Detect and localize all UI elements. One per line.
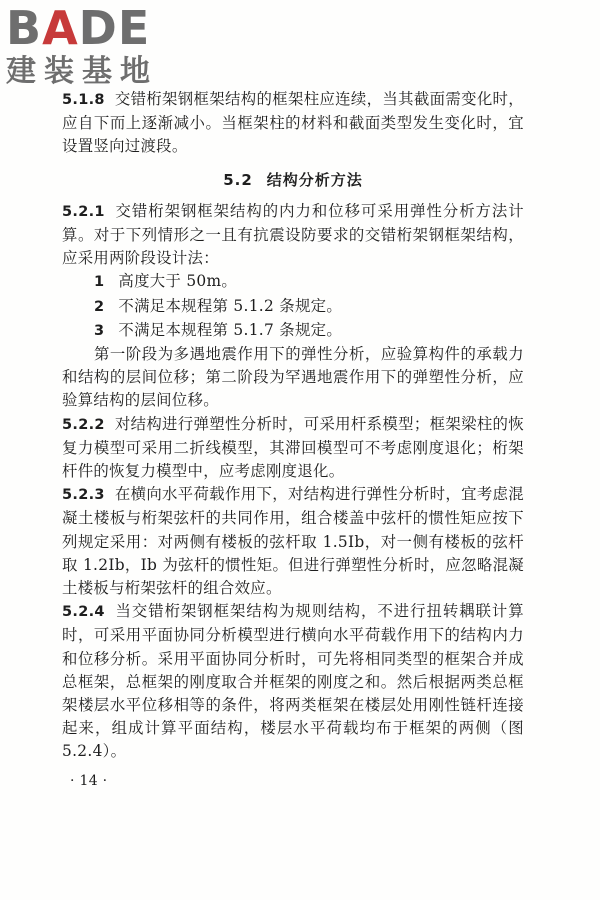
list-item bbox=[62, 319, 524, 343]
clause-number: 5.2.2 bbox=[62, 416, 105, 433]
document-body bbox=[62, 88, 524, 793]
clause-number: 5.2.4 bbox=[62, 604, 105, 621]
list-item-number: 3 bbox=[94, 322, 105, 339]
watermark-subtitle: 建装基地 bbox=[6, 54, 158, 89]
list-item-text: 不满足本规程第 5.1.7 条规定。 bbox=[118, 320, 343, 339]
clause-number: 5.1.8 bbox=[62, 92, 105, 108]
section-title: 结构分析方法 bbox=[266, 170, 363, 189]
page-number: · 14 · bbox=[70, 772, 108, 789]
list-item bbox=[62, 270, 524, 294]
list-item-number: 2 bbox=[94, 298, 105, 315]
list-item-number: 1 bbox=[94, 274, 105, 291]
clause-text: 在横向水平荷载作用下，对结构进行弹性分析时，宜考虑混凝土楼板与桁架弦杆的共同作用，组合楼盖中弦杆的惯性矩应按下列规定采用：对两侧有楼板的弦杆取 1.5Ib，对一侧有楼板的弦杆取 1.2Ib，Ib 为弦杆的惯性矩。但进行弹塑性分析时，应忽略混凝土楼板与桁架弦杆的组合效应。 bbox=[62, 485, 524, 598]
clause-number: 5.2.1 bbox=[62, 203, 105, 220]
list-item bbox=[62, 295, 524, 319]
list-item-text: 高度大于 50m。 bbox=[118, 272, 238, 291]
section-heading bbox=[62, 169, 524, 192]
clause-text: 交错桁架钢框架结构的内力和位移可采用弹性分析方法计算。对于下列情形之一且有抗震设防要求的交错桁架钢框架结构，应采用两阶段设计法： bbox=[62, 201, 524, 268]
clause-5-2-4 bbox=[62, 600, 524, 763]
watermark-logo bbox=[6, 1, 176, 90]
clause-number: 5.2.3 bbox=[62, 487, 105, 504]
list-item-text: 不满足本规程第 5.1.2 条规定。 bbox=[118, 296, 343, 315]
clause-5-2-1 bbox=[62, 200, 524, 271]
clause-text: 对结构进行弹塑性分析时，可采用杆系模型；框架梁柱的恢复力模型可采用二折线模型，其滞回模型可不考虑刚度退化；桁架杆件的恢复力模型中，应考虑刚度退化。 bbox=[62, 414, 524, 481]
clause-5-2-3 bbox=[62, 483, 524, 600]
watermark-brand: BADE bbox=[6, 1, 151, 55]
clause-5-2-1-followup: 第一阶段为多遇地震作用下的弹性分析，应验算构件的承载力和结构的层间位移；第二阶段为罕遇地震作用下的弹塑性分析，应验算结构的层间位移。 bbox=[62, 345, 524, 410]
clause-text: 交错桁架钢框架结构的框架柱应连续，当其截面需变化时，应自下而上逐渐减小。当框架柱的材料和截面类型发生变化时，宜设置竖向过渡段。 bbox=[62, 90, 524, 156]
clause-text: 当交错桁架钢框架结构为规则结构，不进行扭转耦联计算时，可采用平面协同分析模型进行横向水平荷载作用下的结构内力和位移分析。采用平面协同分析时，可先将相同类型的框架合并成总框架，总框架的刚度取合并框架的刚度之和。然后根据两类总框架楼层水平位移相等的条件，将两类框架在楼层处用刚性链杆连接起来，组成计算平面结构，楼层水平荷载均布于框架的两侧（图 5.2.4）。 bbox=[62, 602, 524, 761]
clause-5-1-8 bbox=[62, 88, 524, 159]
section-number: 5.2 bbox=[223, 170, 253, 189]
clause-5-2-2 bbox=[62, 413, 524, 484]
